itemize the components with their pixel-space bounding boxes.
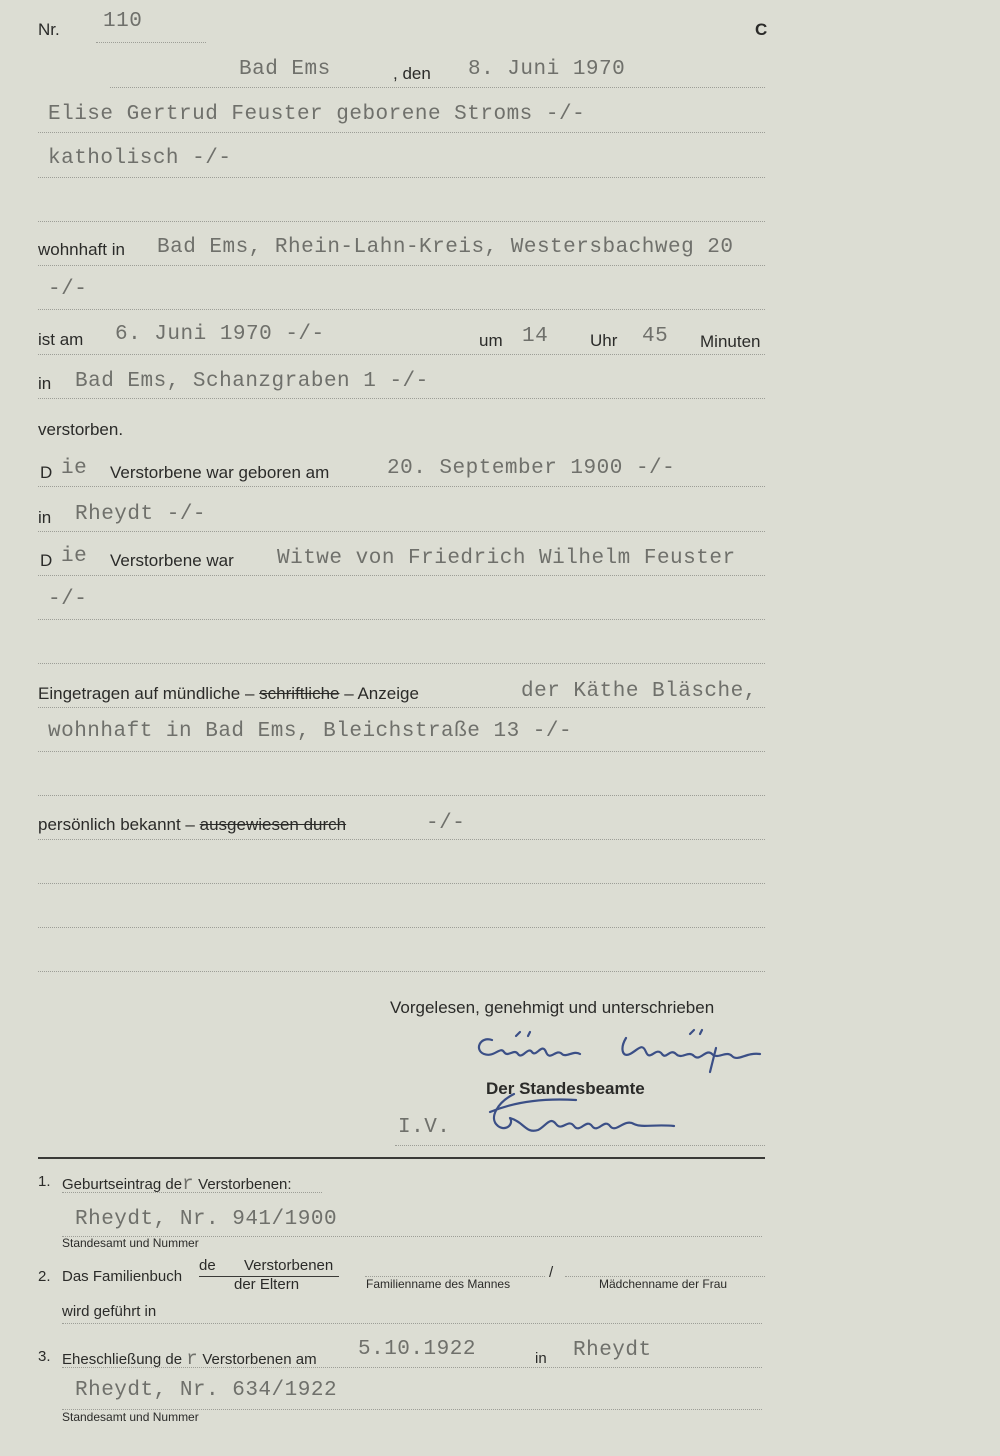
office-number-caption-2: Standesamt und Nummer	[62, 1410, 199, 1424]
identity-label	[38, 815, 346, 835]
registration-label-text-2: – Anzeige	[344, 684, 419, 703]
dotted-line	[62, 1323, 762, 1324]
dotted-line	[38, 707, 765, 708]
dotted-line	[38, 927, 765, 928]
um-label: um	[479, 331, 503, 350]
informant-name: der Käthe Bläsche,	[521, 680, 757, 703]
informant-signature	[470, 1028, 770, 1078]
dotted-line	[38, 132, 765, 133]
deceased-religion: katholisch -/-	[48, 147, 232, 170]
dotted-line	[38, 486, 765, 487]
familienbuch-option-de: de	[199, 1257, 216, 1274]
registration-label	[38, 684, 419, 704]
familienbuch-label: Das Familienbuch	[62, 1268, 183, 1285]
birth-entry-suffix: r	[182, 1173, 194, 1195]
marriage-place: Rheydt	[573, 1339, 652, 1362]
dotted-line	[38, 531, 765, 532]
iv-label: I.V.	[398, 1116, 451, 1139]
dotted-line	[110, 87, 765, 88]
dotted-line	[62, 1192, 322, 1193]
struck-option: ausgewiesen durch	[199, 815, 347, 834]
slash-separator: /	[549, 1264, 554, 1281]
death-place-label: in	[38, 374, 52, 393]
official-label: Der Standesbeamte	[486, 1079, 645, 1098]
minuten-label: Minuten	[700, 332, 761, 351]
residence-continuation: -/-	[48, 278, 88, 301]
footnote-1-number: 1.	[38, 1173, 51, 1190]
informant-address: wohnhaft in Bad Ems, Bleichstraße 13 -/-	[48, 720, 573, 743]
wife-maiden-name-caption: Mädchenname der Frau	[599, 1277, 728, 1291]
dotted-line	[38, 575, 765, 576]
record-number: 110	[103, 10, 143, 33]
dotted-line	[38, 971, 765, 972]
marital-article-suffix: ie	[61, 545, 88, 568]
read-approved-label: Vorgelesen, genehmigt und unterschrieben	[390, 998, 715, 1017]
uhr-label: Uhr	[590, 331, 618, 350]
birth-date: 20. September 1900 -/-	[387, 457, 676, 480]
marital-d-label: D	[40, 551, 53, 570]
residence-label: wohnhaft in	[38, 240, 125, 259]
death-hour: 14	[522, 325, 549, 348]
dotted-line	[38, 354, 765, 355]
section-divider	[38, 1157, 765, 1159]
dotted-line	[38, 663, 765, 664]
birth-entry-label-text-2: Verstorbenen:	[198, 1176, 292, 1193]
dotted-line	[38, 751, 765, 752]
registration-date: 8. Juni 1970	[468, 58, 626, 81]
den-label: , den	[393, 64, 431, 83]
registration-label-text: Eingetragen auf mündliche –	[38, 684, 255, 703]
struck-option: schriftliche	[259, 684, 340, 703]
footnote-3-number: 3.	[38, 1348, 51, 1365]
footnote-2-number: 2.	[38, 1268, 51, 1285]
dotted-line	[38, 795, 765, 796]
dotted-line	[38, 221, 765, 222]
dotted-line	[38, 309, 765, 310]
official-signature	[484, 1088, 684, 1144]
birth-article-suffix: ie	[61, 457, 88, 480]
marital-continuation: -/-	[48, 588, 88, 611]
registration-place: Bad Ems	[239, 58, 331, 81]
identity-value: -/-	[426, 812, 466, 835]
death-place: Bad Ems, Schanzgraben 1 -/-	[75, 370, 429, 393]
dotted-line	[38, 883, 765, 884]
marriage-date: 5.10.1922	[358, 1338, 476, 1361]
marriage-label-suffix: r	[186, 1348, 199, 1370]
dotted-line	[62, 1367, 762, 1368]
birth-entry-label-text: Geburtseintrag de	[62, 1176, 183, 1193]
form-letter: C	[755, 20, 768, 39]
dotted-line	[395, 1145, 765, 1146]
marriage-place-label: in	[535, 1350, 547, 1367]
deceased-residence: Bad Ems, Rhein-Lahn-Kreis, Westersbachweg 20	[157, 236, 734, 259]
marriage-label-text: Eheschließung de	[62, 1351, 183, 1368]
death-date-label: ist am	[38, 330, 84, 349]
dotted-line	[38, 265, 765, 266]
birth-entry-value: Rheydt, Nr. 941/1900	[75, 1208, 338, 1231]
gefuehrt-label: wird geführt in	[62, 1303, 157, 1320]
deceased-name: Elise Gertrud Feuster geborene Stroms -/-	[48, 103, 586, 126]
birth-place: Rheydt -/-	[75, 503, 207, 526]
dotted-line	[38, 398, 765, 399]
identity-label-text: persönlich bekannt –	[38, 815, 195, 834]
nr-label: Nr.	[38, 20, 60, 39]
birth-label: Verstorbene war geboren am	[110, 463, 330, 482]
death-date: 6. Juni 1970 -/-	[115, 323, 325, 346]
death-minutes: 45	[642, 325, 669, 348]
husband-surname-caption: Familienname des Mannes	[366, 1277, 511, 1291]
dotted-line	[38, 839, 765, 840]
office-number-caption: Standesamt und Nummer	[62, 1236, 199, 1250]
dotted-line	[96, 42, 206, 43]
birth-d-label: D	[40, 463, 53, 482]
marital-label: Verstorbene war	[110, 551, 234, 570]
verstorben-label: verstorben.	[38, 420, 124, 439]
dotted-line	[38, 177, 765, 178]
dotted-line	[38, 619, 765, 620]
familienbuch-option-eltern: der Eltern	[234, 1276, 300, 1293]
marital-status: Witwe von Friedrich Wilhelm Feuster	[277, 547, 736, 570]
familienbuch-option-verstorbenen: Verstorbenen	[244, 1257, 334, 1274]
birth-place-label: in	[38, 508, 52, 527]
marriage-label-text-2: Verstorbenen am	[202, 1351, 317, 1368]
marriage-entry-value: Rheydt, Nr. 634/1922	[75, 1379, 338, 1402]
